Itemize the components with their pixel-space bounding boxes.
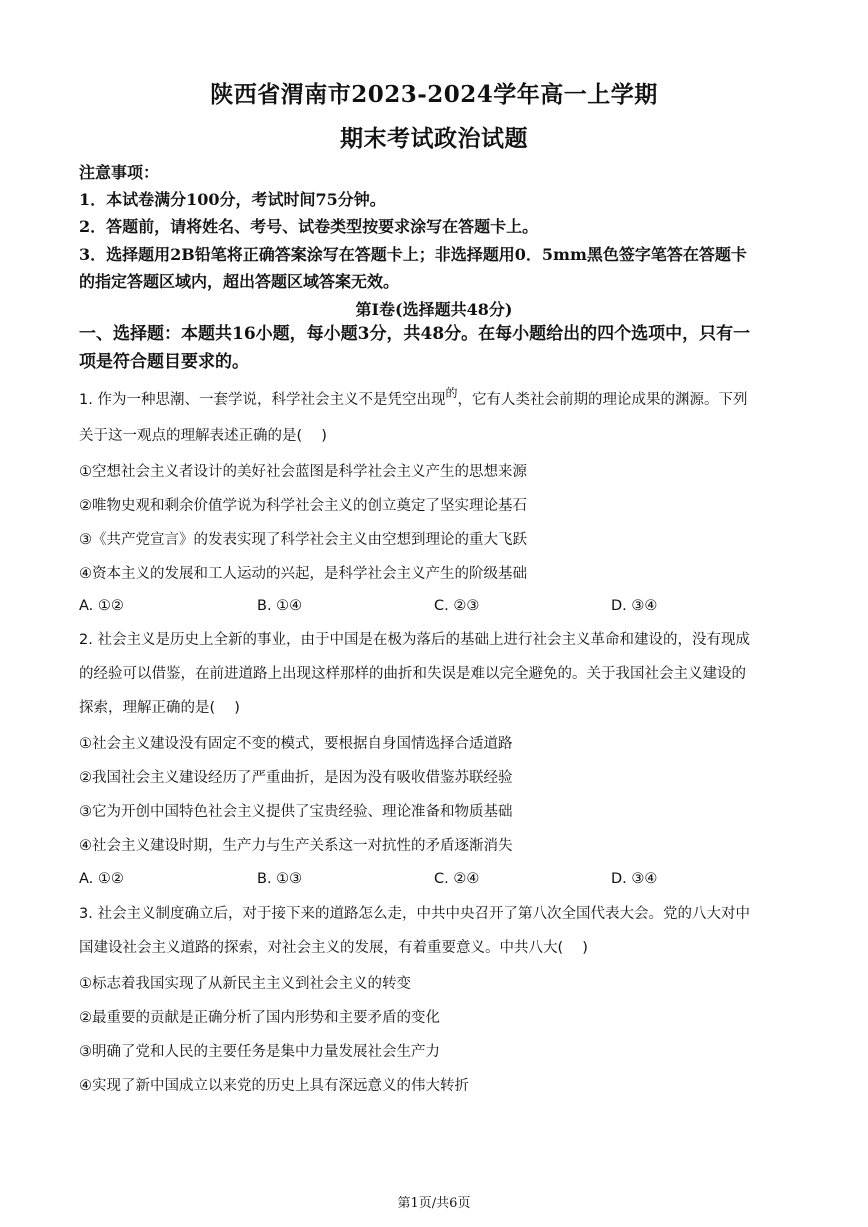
notice-item-3: 3．选择题用2B铅笔将正确答案涂写在答题卡上；非选择题用0．5mm黑色签字笔答在答题卡	[79, 245, 747, 264]
section-heading: 第Ⅰ卷(选择题共48分)	[355, 300, 513, 319]
question-1-text-a: 1. 作为一种思潮、一套学说，科学社会主义不是凭空出现	[79, 392, 446, 408]
question-2-option-4: ④社会主义建设时期，生产力与生产关系这一对抗性的矛盾逐渐消失	[79, 838, 513, 854]
doc-title-line2: 期末考试政治试题	[340, 125, 528, 152]
question-1-option-1: ①空想社会主义者设计的美好社会蓝图是科学社会主义产生的思想来源	[79, 464, 527, 480]
notice-heading: 注意事项：	[79, 163, 160, 182]
question-3-option-3: ③明确了党和人民的主要任务是集中力量发展社会生产力	[79, 1044, 440, 1060]
question-1-answer-a[interactable]: A. ①②	[79, 598, 124, 614]
notice-item-2: 2．答题前，请将姓名、考号、试卷类型按要求涂写在答题卡上。	[79, 217, 539, 236]
question-2-answer-b[interactable]: B. ①③	[257, 871, 303, 887]
question-2-option-3: ③它为开创中国特色社会主义提供了宝贵经验、理论准备和物质基础	[79, 804, 513, 820]
question-1-sup: 的	[445, 386, 458, 400]
section-instruction-line2: 项是符合题目要求的。	[79, 352, 249, 372]
question-2-answer-d[interactable]: D. ③④	[611, 871, 658, 887]
question-2-option-2: ②我国社会主义建设经历了严重曲折，是因为没有吸收借鉴苏联经验	[79, 770, 513, 786]
question-1-answer-b[interactable]: B. ①④	[257, 598, 303, 614]
question-2-answer-a[interactable]: A. ①②	[79, 871, 124, 887]
question-1-line2: 关于这一观点的理解表述正确的是( )	[79, 428, 327, 444]
question-2-option-1: ①社会主义建设没有固定不变的模式，要根据自身国情选择合适道路	[79, 736, 513, 752]
question-3-option-2: ②最重要的贡献是正确分析了国内形势和主要矛盾的变化	[79, 1010, 440, 1026]
page-footer: 第1页/共6页	[397, 1196, 471, 1211]
question-3-option-1: ①标志着我国实现了从新民主主义到社会主义的转变	[79, 976, 411, 992]
notice-item-4: 的指定答题区域内，超出答题区域答案无效。	[79, 272, 400, 291]
question-1-option-3: ③《共产党宣言》的发表实现了科学社会主义由空想到理论的重大飞跃	[79, 532, 527, 548]
doc-title-line1: 陕西省渭南市2023-2024学年高一上学期	[210, 81, 658, 108]
question-1-answer-d[interactable]: D. ③④	[611, 598, 658, 614]
question-2-line3: 探索，理解正确的是( )	[79, 700, 240, 716]
question-1-text-b: ，它有人类社会前期的理论成果的渊源。下列	[457, 392, 748, 408]
notice-item-1: 1．本试卷满分100分，考试时间75分钟。	[79, 190, 386, 209]
question-1-option-2: ②唯物史观和剩余价值学说为科学社会主义的创立奠定了坚实理论基石	[79, 498, 527, 514]
question-3-option-4: ④实现了新中国成立以来党的历史上具有深远意义的伟大转折	[79, 1078, 469, 1094]
question-2-answer-c[interactable]: C. ②④	[434, 871, 480, 887]
question-1-answer-c[interactable]: C. ②③	[434, 598, 480, 614]
question-3-line1: 3. 社会主义制度确立后，对于接下来的道路怎么走，中共中央召开了第八次全国代表大会。党的八大对中	[79, 906, 750, 922]
question-1-option-4: ④资本主义的发展和工人运动的兴起，是科学社会主义产生的阶级基础	[79, 566, 527, 582]
question-3-line2: 国建设社会主义道路的探索，对社会主义的发展，有着重要意义。中共八大( )	[79, 940, 588, 956]
section-instruction-line1: 一、选择题：本题共16小题，每小题3分，共48分。在每小题给出的四个选项中，只有一	[79, 324, 751, 344]
question-1-line1	[79, 383, 793, 417]
question-2-line2: 的经验可以借鉴，在前进道路上出现这样那样的曲折和失误是难以完全避免的。关于我国社会主义建设的	[79, 666, 746, 682]
question-2-line1: 2. 社会主义是历史上全新的事业，由于中国是在极为落后的基础上进行社会主义革命和建设的，没有现成	[79, 632, 750, 648]
